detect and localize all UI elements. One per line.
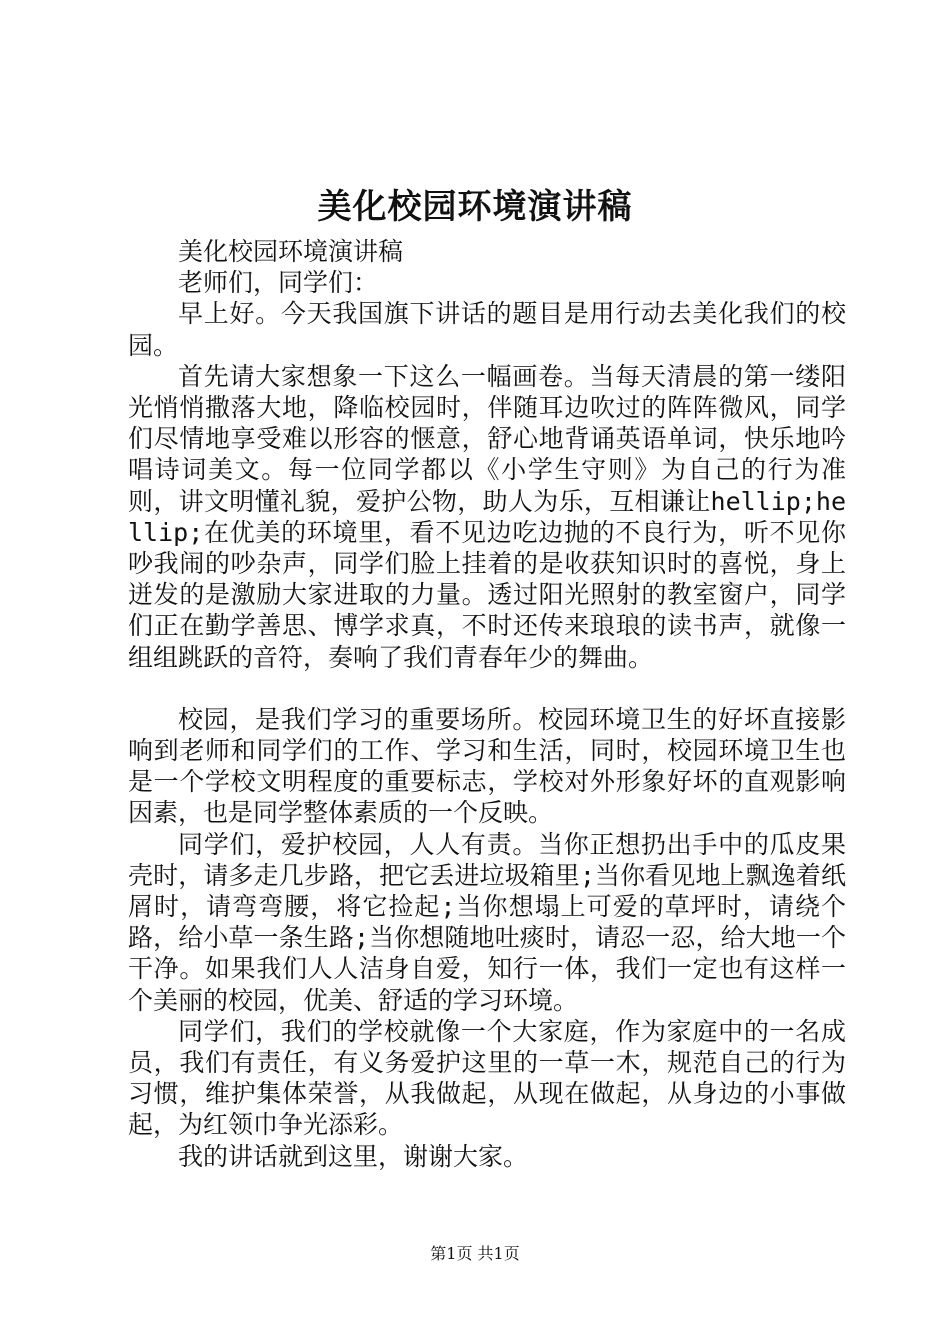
body-paragraph-intro: 早上好。今天我国旗下讲话的题目是用行动去美化我们的校园。 — [128, 299, 846, 360]
body-paragraph-imagine: 首先请大家想象一下这么一幅画卷。当每天清晨的第一缕阳光悄悄撒落大地，降临校园时，伴随耳边吹过的阵阵微风，同学们尽情地享受难以形容的惬意，舒心地背诵英语单词，快乐地吟唱诗词美文。每一位同学都以《小学生守则》为自己的行为准则，讲文明懂礼貌，爱护公物，助人为乐，互相谦让hellip;hellip;在优美的环境里，看不见边吃边抛的不良行为，听不见你吵我闹的吵杂声，同学们脸上挂着的是收获知识时的喜悦，身上迸发的是激励大家进取的力量。透过阳光照射的教室窗户，同学们正在勤学善思、博学求真，不时还传来琅琅的读书声，就像一组组跳跃的音符，奏响了我们青春年少的舞曲。 — [128, 361, 846, 672]
body-paragraph-greeting: 老师们，同学们： — [178, 268, 379, 298]
document-body — [128, 236, 846, 1172]
page-footer: 第1页 共1页 — [430, 1244, 520, 1263]
body-paragraph-family: 同学们，我们的学校就像一个大家庭，作为家庭中的一名成员，我们有责任，有义务爱护这里的一草一木，规范自己的行为习惯，维护集体荣誉，从我做起，从现在做起，从身边的小事做起，为红领巾争光添彩。 — [128, 1016, 846, 1140]
body-paragraph-campus-importance: 校园，是我们学习的重要场所。校园环境卫生的好坏直接影响到老师和同学们的工作、学习和生活，同时，校园环境卫生也是一个学校文明程度的重要标志，学校对外形象好坏的直观影响因素，也是同学整体素质的一个反映。 — [128, 704, 846, 828]
body-paragraph-subtitle: 美化校园环境演讲稿 — [178, 237, 404, 266]
document-title: 美化校园环境演讲稿 — [317, 187, 633, 227]
body-paragraph-closing: 我的讲话就到这里，谢谢大家。 — [178, 1141, 529, 1171]
body-paragraph-responsibility: 同学们，爱护校园，人人有责。当你正想扔出手中的瓜皮果壳时，请多走几步路，把它丢进垃圾箱里;当你看见地上飘逸着纸屑时，请弯弯腰，将它捡起;当你想塌上可爱的草坪时，请绕个路，给小草一条生路;当你想随地吐痰时，请忍一忍，给大地一个干净。如果我们人人洁身自爱，知行一体，我们一定也有这样一个美丽的校园，优美、舒适的学习环境。 — [128, 829, 846, 1015]
